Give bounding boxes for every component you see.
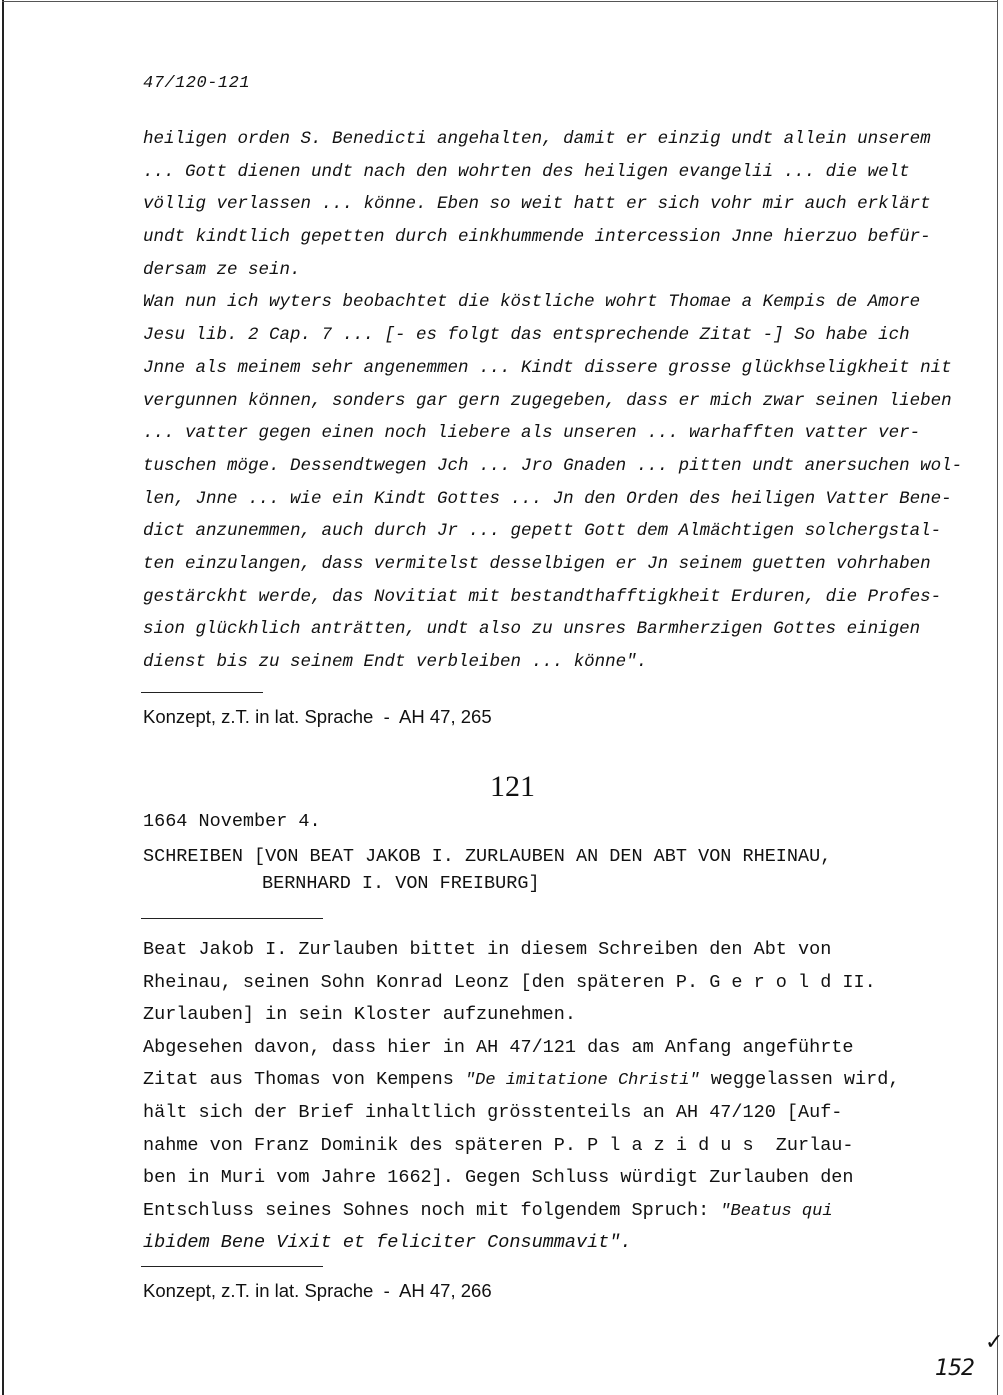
- summary-line: Beat Jakob I. Zurlauben bittet in diesem Schreiben den Abt von: [143, 939, 832, 960]
- document-date: 1664 November 4.: [143, 811, 321, 832]
- quote-line: vergunnen können, sonders gar gern zugegeben, dass er mich zwar seinen lieben: [143, 390, 952, 411]
- quote-line: Wan nun ich wyters beobachtet die köstliche wohrt Thomae a Kempis de Amore: [143, 292, 921, 313]
- latin-motto-continued: ibidem Bene Vixit et feliciter Consummavit".: [143, 1232, 632, 1254]
- source-note: Konzept, z.T. in lat. Sprache - AH 47, 265: [143, 706, 492, 727]
- quote-line: dict anzunemmen, auch durch Jr ... gepett Gott dem Almächtigen solchergstal-: [143, 521, 942, 542]
- quoted-letter-text: [143, 123, 963, 679]
- document-number: 121: [490, 770, 535, 803]
- checkmark-icon: ✓: [985, 1330, 1003, 1355]
- summary-line: ben in Muri vom Jahre 1662]. Gegen Schluss würdigt Zurlauben den: [143, 1167, 854, 1189]
- summary-line: hält sich der Brief inhaltlich grösstenteils an AH 47/120 [Auf-: [143, 1101, 843, 1123]
- quote-line: Jesu lib. 2 Cap. 7 ... [- es folgt das entsprechende Zitat -] So habe ich: [143, 325, 910, 346]
- summary-line: [143, 1195, 943, 1228]
- summary-line: [143, 1064, 943, 1097]
- quote-line: heiligen orden S. Benedicti angehalten, damit er einzig undt allein unserem: [143, 129, 931, 149]
- summary-text-span: Entschluss seines Sohnes noch mit folgendem Spruch:: [143, 1199, 721, 1221]
- quote-line: len, Jnne ... wie ein Kindt Gottes ... Jn den Orden des heiligen Vatter Bene-: [143, 488, 952, 509]
- summary-text: [143, 934, 943, 1260]
- quote-line: dienst bis zu seinem Endt verbleiben ... könne".: [143, 652, 648, 672]
- summary-line: nahme von Franz Dominik des späteren P. P l a z i d u s Zurlau-: [143, 1134, 854, 1156]
- quote-line: undt kindtlich gepetten durch einkhummende intercession Jnne hierzuo befür-: [143, 227, 931, 248]
- quote-line: ... Gott dienen undt nach den wohrten des heiligen evangelii ... die welt: [143, 161, 910, 182]
- document-title-continued: BERNHARD I. VON FREIBURG]: [262, 873, 540, 894]
- quote-line: gestärckht werde, das Novitiat mit bestandthafftigkheit Erduren, die Profes-: [143, 586, 942, 607]
- summary-line: Rheinau, seinen Sohn Konrad Leonz [den späteren P. G e r o l d II.: [143, 971, 876, 993]
- scan-border-right: [997, 0, 998, 1395]
- handwritten-number: 152: [935, 1356, 974, 1381]
- latin-motto: "Beatus qui: [720, 1201, 833, 1221]
- page-reference: 47/120-121: [143, 74, 251, 93]
- document-title: SCHREIBEN [VON BEAT JAKOB I. ZURLAUBEN AN DEN ABT VON RHEINAU,: [143, 846, 832, 867]
- quote-line: Jnne als meinem sehr angenemmen ... Kindt dissere grosse glückhseligkheit nit: [143, 357, 952, 378]
- quote-line: völlig verlassen ... könne. Eben so weit hatt er sich vohr mir auch erklärt: [143, 194, 931, 215]
- quote-line: ... vatter gegen einen noch liebere als unseren ... warhafften vatter ver-: [143, 423, 921, 444]
- footnote-rule: [141, 1266, 323, 1267]
- scan-border-left: [2, 0, 4, 1395]
- source-note: Konzept, z.T. in lat. Sprache - AH 47, 266: [143, 1280, 492, 1301]
- quote-line: tuschen möge. Dessendtwegen Jch ... Jro Gnaden ... pitten undt anersuchen wol-: [143, 455, 963, 476]
- section-rule: [141, 918, 323, 919]
- footnote-rule: [141, 692, 263, 693]
- summary-line: Abgesehen davon, dass hier in AH 47/121 das am Anfang angeführte: [143, 1036, 854, 1058]
- summary-line: Zurlauben] in sein Kloster aufzunehmen.: [143, 1004, 576, 1026]
- scan-border-top: [2, 1, 998, 2]
- quote-line: sion glückhlich anträtten, undt also zu unsres Barmherzigen Gottes einigen: [143, 619, 921, 640]
- summary-text-span: Zitat aus Thomas von Kempens: [143, 1069, 465, 1091]
- quote-line: ten einzulangen, dass vermitelst desselbigen er Jn seinem guetten vohrhaben: [143, 553, 931, 574]
- summary-text-span: weggelassen wird,: [699, 1069, 900, 1091]
- work-title: "De imitatione Christi": [464, 1071, 700, 1091]
- quote-line: dersam ze sein.: [143, 259, 301, 280]
